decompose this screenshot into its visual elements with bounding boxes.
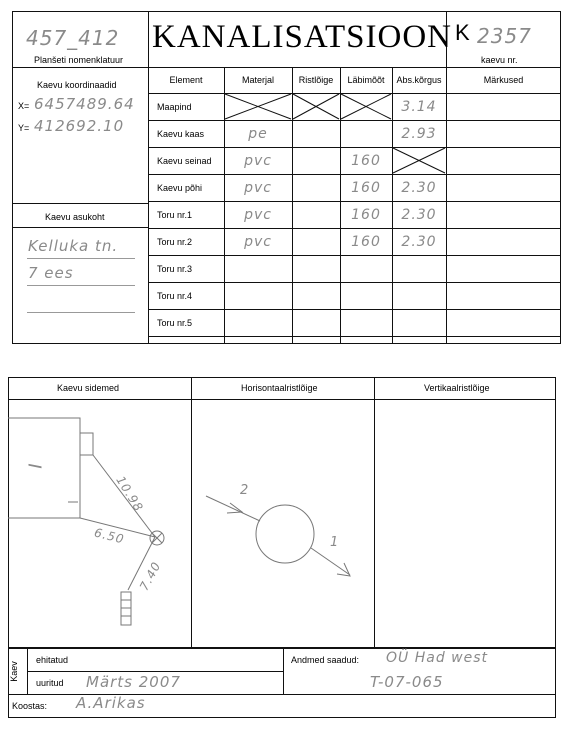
table-cell-diameter: 160 — [351, 179, 381, 196]
table-cell-material: pvc — [244, 206, 272, 223]
pipe-2-label: 2 — [240, 483, 250, 498]
table-cell-element: Toru nr.4 — [157, 290, 193, 301]
table-cell-material: pvc — [244, 233, 272, 250]
surveyed-label: uuritud — [36, 678, 64, 688]
building-annex — [80, 433, 93, 455]
manhole-circle — [256, 505, 314, 563]
table-header-2: Ristlõige — [298, 75, 334, 85]
table-cell-element: Kaevu seinad — [157, 155, 212, 166]
data-value2: T-07-065 — [370, 673, 444, 691]
pipe-2-line — [206, 496, 260, 521]
x-label: X= — [18, 101, 30, 111]
table-header-0: Element — [169, 75, 203, 85]
footer-side-label: Kaev — [8, 661, 19, 682]
table-cell-element: Toru nr.2 — [157, 236, 193, 247]
dim-c-label: 7.40 — [136, 559, 164, 593]
table-cell-abs: 2.30 — [401, 206, 437, 223]
well-number: 2357 — [477, 24, 532, 48]
table-cell-abs: 3.14 — [401, 98, 437, 115]
y-value: 412692.10 — [34, 117, 125, 135]
data-value1: OÜ Had west — [386, 650, 489, 666]
surveyed-value: Märts 2007 — [86, 673, 181, 691]
table-cell-element: Kaevu põhi — [157, 182, 203, 193]
author-label: Koostas: — [12, 701, 48, 711]
well-prefix: K — [455, 20, 470, 45]
location-label: Kaevu asukoht — [45, 212, 105, 222]
sheet-number: 457_412 — [26, 26, 120, 50]
building-label: I — [23, 463, 45, 470]
page-title: KANALISATSIOON — [152, 19, 452, 55]
table-cell-element: Toru nr.3 — [157, 263, 193, 274]
well-label: kaevu nr. — [481, 55, 518, 65]
dim-b-label: 6.50 — [92, 525, 126, 547]
sheet-label: Planšeti nomenklatuur — [34, 55, 124, 65]
table-header-3: Läbimõõt — [347, 75, 385, 85]
dim-a-label: 10.98 — [113, 473, 147, 515]
pipe-1-line — [311, 548, 350, 575]
table-cell-diameter: 160 — [351, 206, 381, 223]
panel-vertical-title: Vertikaalristlõige — [424, 383, 490, 393]
built-label: ehitatud — [36, 655, 69, 665]
x-value: 6457489.64 — [34, 95, 135, 113]
table-cell-abs: 2.93 — [401, 125, 437, 142]
table-cell-material: pvc — [244, 152, 272, 169]
y-label: Y= — [18, 123, 30, 133]
coordinates-label: Kaevu koordinaadid — [37, 80, 117, 90]
table-cell-element: Toru nr.5 — [157, 317, 193, 328]
panel-ties-title: Kaevu sidemed — [57, 383, 120, 393]
data-label: Andmed saadud: — [291, 655, 360, 665]
table-cell-element: Kaevu kaas — [157, 128, 205, 139]
panel-horizontal-title: Horisontaalristlõige — [241, 383, 318, 393]
table-cell-abs: 2.30 — [401, 179, 437, 196]
author-value: A.Arikas — [76, 694, 146, 712]
table-header-5: Märkused — [483, 75, 524, 85]
table-cell-abs: 2.30 — [401, 233, 437, 250]
table-header-1: Materjal — [241, 75, 274, 85]
footer-row-divider — [27, 671, 283, 672]
table-cell-diameter: 160 — [351, 233, 381, 250]
table-cell-material: pe — [248, 125, 268, 142]
location-line1: Kelluka tn. — [28, 237, 119, 255]
footer-mid-divider — [283, 648, 284, 694]
table-header-4: Abs.kõrgus — [396, 75, 442, 85]
table-cell-element: Maapind — [157, 101, 192, 112]
location-line2: 7 ees — [28, 264, 74, 282]
table-cell-material: pvc — [244, 179, 272, 196]
pipe-1-label: 1 — [330, 535, 340, 550]
table-cell-element: Toru nr.1 — [157, 209, 193, 220]
table-cell-diameter: 160 — [351, 152, 381, 169]
